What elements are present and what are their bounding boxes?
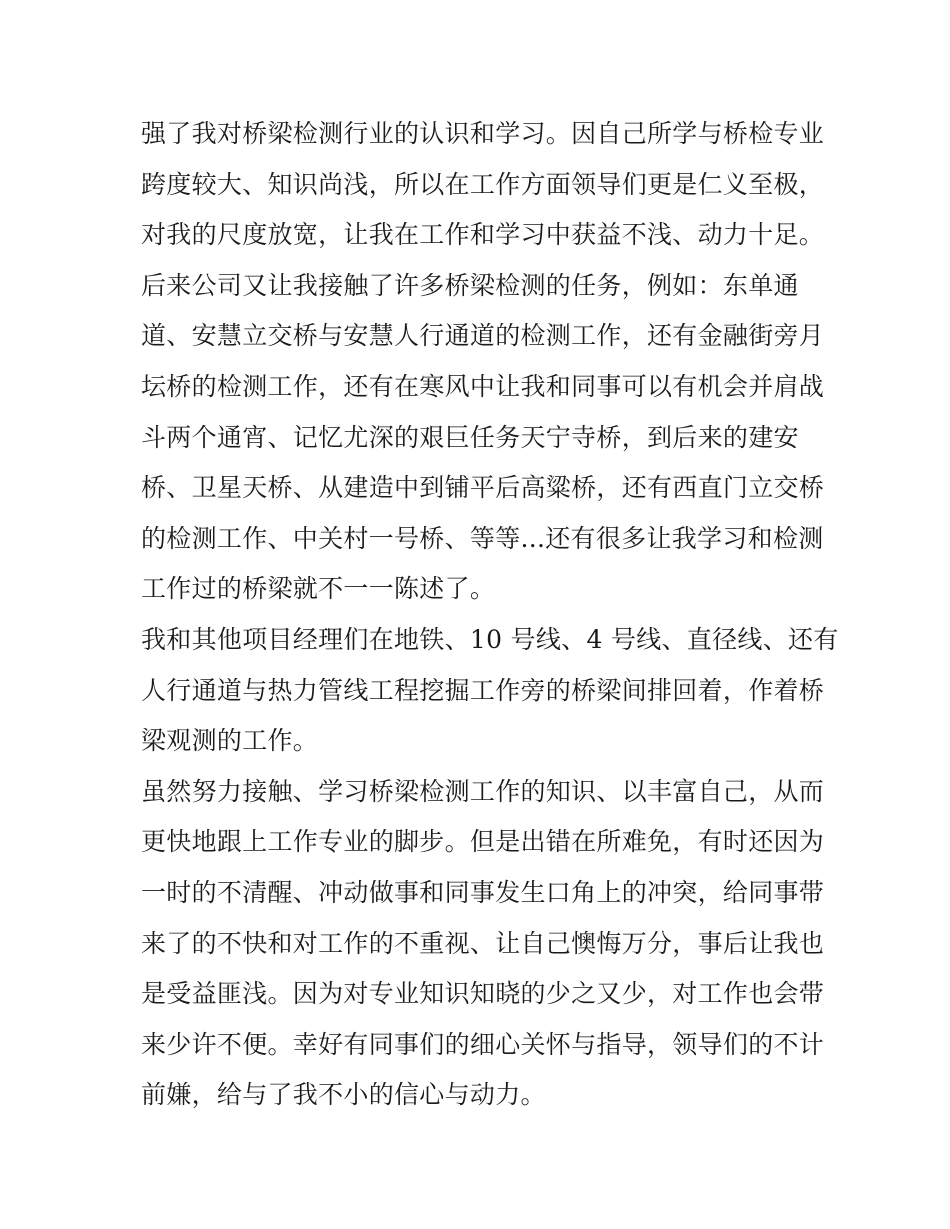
text-line-1: 强了我对桥梁检测行业的认识和学习。因自己所学与桥检专业 xyxy=(141,119,825,148)
text-line-14: 虽然努力接触、学习桥梁检测工作的知识、以丰富自己，从而 xyxy=(141,776,825,806)
text-line-6: 坛桥的检测工作，还有在寒风中让我和同事可以有机会并肩战 xyxy=(141,371,825,401)
text-line-13: 梁观测的工作。 xyxy=(141,726,319,756)
text-line-12: 人行通道与热力管线工程挖掘工作旁的桥梁间排回着，作着桥 xyxy=(141,675,825,705)
text-line-11: 我和其他项目经理们在地铁、10 号线、4 号线、直径线、还有 xyxy=(141,624,839,654)
text-line-19: 来少许不便。幸好有同事们的细心关怀与指导，领导们的不计 xyxy=(141,1029,825,1059)
text-line-16: 一时的不清醒、冲动做事和同事发生口角上的冲突，给同事带 xyxy=(141,877,825,907)
text-line-8: 桥、卫星天桥、从建造中到铺平后高粱桥，还有西直门立交桥 xyxy=(141,473,825,503)
text-line-17: 来了的不快和对工作的不重视、让自己懊悔万分，事后让我也 xyxy=(141,928,825,958)
text-line-9: 的检测工作、中关村一号桥、等等...还有很多让我学习和检测 xyxy=(141,523,824,553)
text-line-3: 对我的尺度放宽，让我在工作和学习中获益不浅、动力十足。 xyxy=(141,220,825,250)
text-line-4: 后来公司又让我接触了许多桥梁检测的任务，例如：东单通 xyxy=(141,270,799,300)
text-line-15: 更快地跟上工作专业的脚步。但是出错在所难免，有时还因为 xyxy=(141,827,825,857)
text-line-5: 道、安慧立交桥与安慧人行通道的检测工作，还有金融街旁月 xyxy=(141,321,825,351)
text-line-20: 前嫌，给与了我不小的信心与动力。 xyxy=(141,1080,546,1110)
text-line-2: 跨度较大、知识尚浅，所以在工作方面领导们更是仁义至极， xyxy=(141,169,825,199)
text-line-18: 是受益匪浅。因为对专业知识知晓的少之又少，对工作也会带 xyxy=(141,979,825,1009)
text-line-7: 斗两个通宵、记忆尤深的艰巨任务天宁寺桥，到后来的建安 xyxy=(141,422,799,452)
document-body xyxy=(141,109,839,1121)
text-line-10: 工作过的桥梁就不一一陈述了。 xyxy=(141,574,496,604)
